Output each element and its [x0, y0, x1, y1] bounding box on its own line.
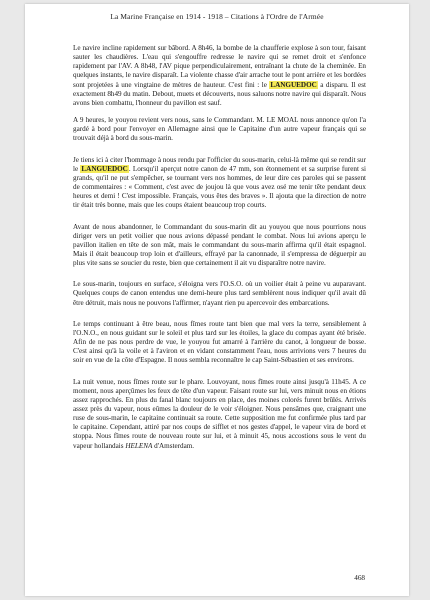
- paragraph-2: A 9 heures, le youyou revient vers nous, sans le Commandant. M. LE MOAL nous annonce qu'on l'a gardé à bord pour l'envoyer en Allemagne ainsi que le Capitaine d'un autre vapeur français qui se trouvait déjà à bord du sous-marin.: [73, 116, 366, 143]
- paragraph-7: La nuit venue, nous fîmes route sur le phare. Louvoyant, nous fîmes route ainsi jusqu'à 11h45. A ce moment, nous aperçûmes les feux de tête d'un vapeur. Faisant route sur lui, vers minuit nous en étions assez rapprochés. En plus du fanal blanc toujours en place, des moines colorés furent brûlés. Arrivés assez près du vapeur, nous eûmes la douleur de le voir s'éloigner. Nous pensâmes que, craignant une ruse de sous-marin, le capitaine continuait sa route. Cette supposition me fut confirmée plus tard par le capitaine. Cependant, attiré par nos coups de sifflet et nos gestes d'appel, le vapeur vira de bord et stoppa. Nous fîmes route de nouveau route sur lui, et à minuit 45, nous accostions sous le vent du vapeur hollandais HELENA d'Amsterdam.: [73, 377, 366, 450]
- document-page: [25, 4, 409, 596]
- italic-ship-name: HELENA: [125, 441, 153, 450]
- running-header: La Marine Française en 1914 - 1918 – Citations à l'Ordre de l'Armée: [110, 12, 324, 21]
- paragraph-1: Le navire incline rapidement sur bâbord. A 8h46, la bombe de la chaufferie explose à son tour, faisant sauter les chaudières. L'eau qui s'engouffre redresse le navire qui se remet droit et s'enfonce rapidement par l'AV. A 8h48, l'AV pique perpendiculairement, entraînant la chute de la cheminée. En quelques instants, le navire disparaît. La violente chasse d'air arrache tout le pont arrière et les bordées sont projetées à une vingtaine de mètres de hauteur. C'est fini : le LANGUEDOC a disparu. Il est exactement 8h49 du matin. Debout, muets et découverts, nous saluons notre navire qui disparaît. Nous avons bien combattu, l'honneur du pavillon est sauf.: [73, 44, 366, 107]
- highlighted-ship-name: LANGUEDOC: [81, 164, 128, 173]
- paragraph-5: Le sous-marin, toujours en surface, s'éloigna vers l'O.S.O. où un voilier était à peine vu auparavant. Quelques coups de canon entendus une demi-heure plus tard semblèrent nous indiquer qu'il avait dû être détruit, mais nous ne pouvons l'affirmer, n'ayant rien pu apercevoir des embarcations.: [73, 280, 366, 307]
- highlighted-ship-name: LANGUEDOC: [270, 80, 317, 89]
- page-number: 468: [354, 574, 365, 582]
- page-body: [73, 44, 366, 459]
- paragraph-6: Le temps continuant à être beau, nous fîmes route tant bien que mal vers la terre, sensiblement à l'O.N.O., en nous guidant sur le soleil et plus tard sur les étoiles, la glace du compas ayant été brisée. Afin de ne pas nous perdre de vue, le youyou fut amarré à l'arrière du canot, à longueur de bosse. C'est ainsi qu'à la voile et à l'aviron et en vidant constamment l'eau, nous arrivions vers 7 heures du soir en vue de la côte d'Espagne. Il nous sembla reconnaître le cap Saint-Sébastien et ses environs.: [73, 319, 366, 365]
- paragraph-3: Je tiens ici à citer l'hommage à nous rendu par l'officier du sous-marin, celui-là même qui se rendit sur le LANGUEDOC. Lorsqu'il aperçut notre canon de 47 mm, son étonnement et sa surprise furent si grands, qu'il ne put s'empêcher, se tournant vers nos hommes, de leur dire ces paroles qui se passent de commentaires : « Comment, c'est avec de joujou là que vous avez osé me tenir tête pendant deux heures et demi ! C'est impossible. Français, vous êtes des braves ». Il ajouta que la direction de notre tir était très bonne, mais que les coups étaient beaucoup trop courts.: [73, 155, 366, 210]
- paragraph-4: Avant de nous abandonner, le Commandant du sous-marin dit au youyou que nous pourrions nous diriger vers un petit voilier que nous avions dépassé pendant le combat. Nous lui avions aperçu le pavillon italien en tête de son mât, mais le commandant du sous-marin affirma qu'il était espagnol. Mais il était beaucoup trop loin et d'ailleurs, effrayé par la canonnade, il s'empressa de déguerpir au plus vite sans se soucier du reste, bien que certainement il ait vu disparaître notre navire.: [73, 222, 366, 268]
